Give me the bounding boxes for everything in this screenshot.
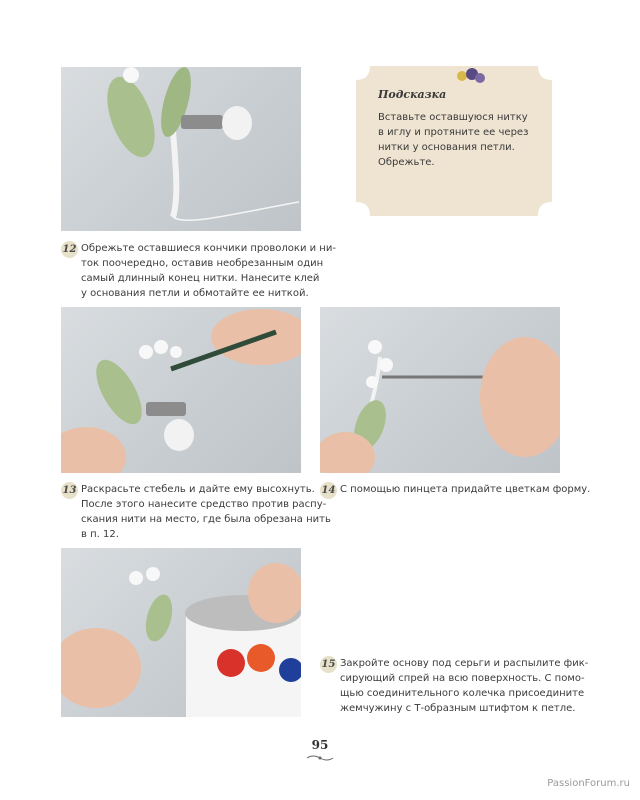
step-line: Закройте основу под серьги и распылите фик- xyxy=(340,658,589,669)
step-number-badge: 15 xyxy=(320,656,337,673)
hint-card xyxy=(356,66,552,216)
step-line: ток поочередно, оставив необрезанным один xyxy=(81,258,324,269)
hint-line: Вставьте оставшуюся нитку xyxy=(378,112,528,123)
hint-line: Обрежьте. xyxy=(378,157,435,168)
step-line: жемчужину с Т-образным штифтом к петле. xyxy=(340,703,576,714)
photo-step-13 xyxy=(61,307,301,473)
hint-line: в иглу и протяните ее через xyxy=(378,127,529,138)
photo-step-12-illustration xyxy=(61,67,301,231)
step-number-badge: 12 xyxy=(61,241,78,258)
photo-step-15-illustration xyxy=(61,548,301,717)
step-line: Раскрасьте стебель и дайте ему высохнуть. xyxy=(81,484,315,495)
photo-step-12 xyxy=(61,67,301,231)
flourish-ornament-icon xyxy=(306,754,334,762)
step-text xyxy=(340,656,588,716)
step-line: скания нити на место, где была обрезана нить xyxy=(81,514,331,525)
step-line: Обрежьте оставшиеся кончики проволоки и ни- xyxy=(81,243,336,254)
hint-text xyxy=(378,110,528,170)
step-number-badge: 13 xyxy=(61,482,78,499)
step-line: самый длинный конец нитки. Нанесите клей xyxy=(81,273,320,284)
photo-step-15 xyxy=(61,548,301,717)
photo-step-14 xyxy=(320,307,560,473)
step-number-badge: 14 xyxy=(320,482,337,499)
hint-title: Подсказка xyxy=(378,88,447,101)
page-number: 95 xyxy=(311,738,329,752)
step-line: у основания петли и обмотайте ее ниткой. xyxy=(81,288,309,299)
step-line: После этого нанесите средство против распу- xyxy=(81,499,327,510)
step-text xyxy=(340,482,590,497)
hint-line: нитки у основания петли. xyxy=(378,142,515,153)
watermark: PassionForum.ru xyxy=(547,778,630,789)
photo-step-13-illustration xyxy=(61,307,301,473)
step-text xyxy=(81,482,331,542)
photo-step-14-illustration xyxy=(320,307,560,473)
step-line: сирующий спрей на всю поверхность. С помо- xyxy=(340,673,585,684)
step-line: щью соединительного колечка присоедините xyxy=(340,688,585,699)
step-line: в п. 12. xyxy=(81,529,119,540)
step-text xyxy=(81,241,336,301)
step-line: С помощью пинцета придайте цветкам форму. xyxy=(340,484,591,495)
